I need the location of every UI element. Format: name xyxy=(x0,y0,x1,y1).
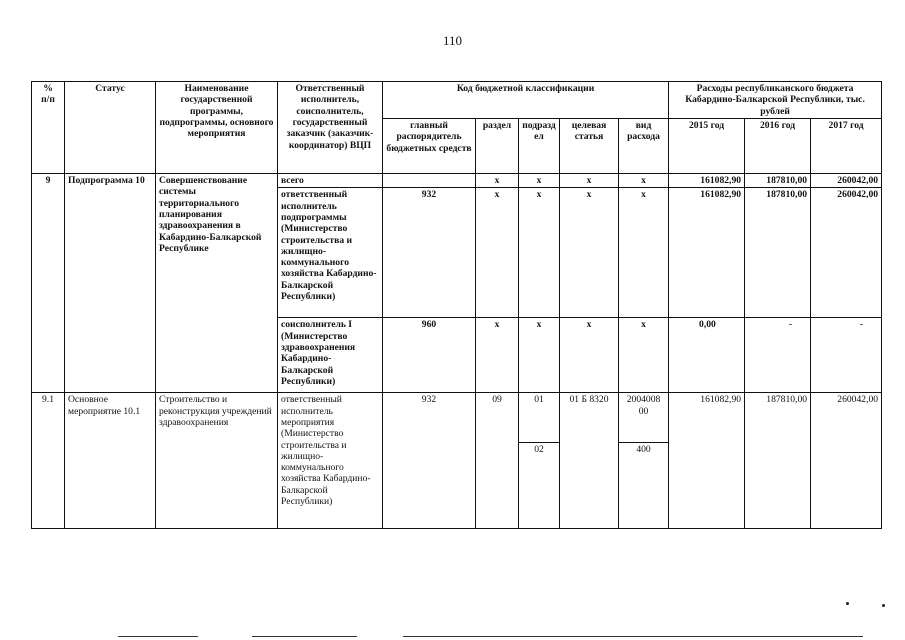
row-executor: ответственный исполнитель подпрограммы (Министерство строительства и жилищно-коммунального хозяйства Кабардино-Балкарской Республики) xyxy=(278,188,383,318)
budget-table xyxy=(31,81,882,529)
row-celevaya: х xyxy=(560,318,619,393)
row-grbs: 932 xyxy=(383,188,476,318)
row-executor: ответственный исполнитель мероприятия (Министерство строительства и жилищно-коммунального хозяйства Кабардино-Балкарской Республики) xyxy=(278,393,383,529)
row-vid: х xyxy=(619,318,669,393)
row-vid: х xyxy=(619,188,669,318)
row-2015: 0,00 xyxy=(669,318,745,393)
scan-speck xyxy=(846,602,849,605)
row-razdel: х xyxy=(476,318,519,393)
row-2017: - xyxy=(811,318,882,393)
header-razdel: раздел xyxy=(476,118,519,173)
header-status: Статус xyxy=(65,82,156,174)
row-2015: 161082,90 xyxy=(669,173,745,187)
header-expenses: Расходы республиканского бюджета Кабардино-Балкарской Республики, тыс. рублей xyxy=(669,82,882,119)
row-razdel: 09 xyxy=(476,393,519,529)
header-num: % п/п xyxy=(32,82,65,174)
row-num: 9.1 xyxy=(32,393,65,529)
row-podrazdel xyxy=(519,393,560,529)
row-2016: 187810,00 xyxy=(745,393,811,529)
row-status: Основное мероприятие 10.1 xyxy=(65,393,156,529)
row-executor: соисполнитель I (Министерство здравоохранения Кабардино-Балкарской Республики) xyxy=(278,318,383,393)
row-2016: 187810,00 xyxy=(745,173,811,187)
header-executor: Ответственный исполнитель, соисполнитель, государственный заказчик (заказчик-координатор) ВЦП xyxy=(278,82,383,174)
row-grbs: 932 xyxy=(383,393,476,529)
row-grbs xyxy=(383,173,476,187)
bottom-rule xyxy=(118,636,198,637)
header-grbs: главный распорядитель бюджетных средств xyxy=(383,118,476,173)
scan-speck xyxy=(882,604,885,607)
row-2017: 260042,00 xyxy=(811,188,882,318)
vid-1: 2004008 00 xyxy=(619,393,668,443)
row-podrazdel: х xyxy=(519,173,560,187)
table-row xyxy=(32,393,882,529)
row-2017: 260042,00 xyxy=(811,173,882,187)
page-number: 110 xyxy=(442,33,463,48)
header-celevaya: целевая статья xyxy=(560,118,619,173)
row-name: Совершенствование системы территориального планирования здравоохранения в Кабардино-Балкарской Республике xyxy=(156,173,278,392)
header-podrazdel: подразд ел xyxy=(519,118,560,173)
header-2016: 2016 год xyxy=(745,118,811,173)
row-razdel: х xyxy=(476,173,519,187)
row-podrazdel: х xyxy=(519,318,560,393)
row-vid xyxy=(619,393,669,529)
row-celevaya: 01 Б 8320 xyxy=(560,393,619,529)
row-razdel: х xyxy=(476,188,519,318)
header-name: Наименование государственной программы, подпрограммы, основного мероприятия xyxy=(156,82,278,174)
podrazdel-1: 01 xyxy=(519,393,559,443)
table-header-row-1 xyxy=(32,82,882,119)
header-2015: 2015 год xyxy=(669,118,745,173)
row-2016: 187810,00 xyxy=(745,188,811,318)
row-celevaya: х xyxy=(560,173,619,187)
row-executor: всего xyxy=(278,173,383,187)
row-2016: - xyxy=(745,318,811,393)
row-grbs: 960 xyxy=(383,318,476,393)
header-vid: вид расхода xyxy=(619,118,669,173)
table-row xyxy=(32,173,882,187)
row-num: 9 xyxy=(32,173,65,392)
row-2015: 161082,90 xyxy=(669,393,745,529)
vid-2: 400 xyxy=(636,444,651,456)
bottom-rule xyxy=(403,636,863,637)
row-vid: х xyxy=(619,173,669,187)
row-podrazdel: х xyxy=(519,188,560,318)
row-2017: 260042,00 xyxy=(811,393,882,529)
header-budget-code: Код бюджетной классификации xyxy=(383,82,669,119)
bottom-rule xyxy=(252,636,357,637)
row-2015: 161082,90 xyxy=(669,188,745,318)
row-status: Подпрограмма 10 xyxy=(65,173,156,392)
header-2017: 2017 год xyxy=(811,118,882,173)
podrazdel-2: 02 xyxy=(534,444,544,456)
row-name: Строительство и реконструкция учреждений здравоохранения xyxy=(156,393,278,529)
row-celevaya: х xyxy=(560,188,619,318)
